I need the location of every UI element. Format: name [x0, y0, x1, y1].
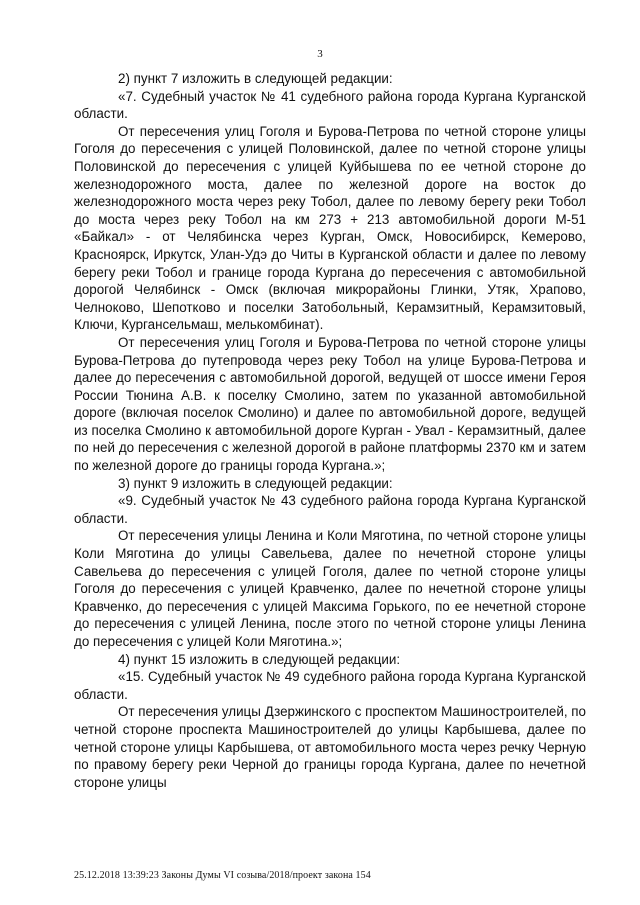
paragraph-court-section-41-boundary-2: От пересечения улиц Гоголя и Бурова-Петрова по четной стороне улицы Бурова-Петрова до путепровода через реку Тобол на улице Бурова-Петрова и далее до пересечения с автомобильной дорогой, ведущей от шоссе имени Героя России Тюнина А.В. к поселку Смолино, затем по указанной автомобильной дороге (включая поселок Смолино) и далее по автомобильной дороге, ведущей из поселка Смолино к автомобильной дороге Курган - Увал - Керамзитный, далее по ней до пересечения с железной дорогой в районе платформы 2370 км и затем по железной дороге до границы города Кургана.»; [74, 334, 586, 474]
document-body [74, 70, 586, 791]
footer-meta: 25.12.2018 13:39:23 Законы Думы VI созыва/2018/проект закона 154 [74, 870, 371, 881]
paragraph-court-section-41-boundary-1: От пересечения улиц Гоголя и Бурова-Петрова по четной стороне улицы Гоголя до пересечения с улицей Половинской, далее по четной стороне улицы Половинской до пересечения с улицей Куйбышева по ее четной стороне до железнодорожного моста, далее по железной дороге на восток до железнодорожного моста через реку Тобол, далее по левому берегу реки Тобол до моста через реку Тобол на км 273 + 213 автомобильной дороги М-51 «Байкал» - от Челябинска через Курган, Омск, Новосибирск, Кемерово, Красноярск, Иркутск, Улан-Удэ до Читы в Курганской области и далее по левому берегу реки Тобол и границе города Кургана до пересечения с автомобильной дорогой Челябинск - Омск (включая микрорайоны Глинки, Утяк, Храпово, Челноково, Шепотково и поселки Затобольный, Керамзитный, Керамзитовый, Ключи, Кургансельмаш, мелькомбинат). [74, 123, 586, 333]
paragraph-court-section-49-boundary: От пересечения улицы Дзержинского с проспектом Машиностроителей, по четной стороне проспекта Машиностроителей до улицы Карбышева, далее по четной стороне улицы Карбышева, от автомобильного моста через речку Черную по правому берегу реки Черной до границы города Кургана, далее по нечетной стороне улицы [74, 704, 586, 790]
page-number: 3 [317, 48, 323, 60]
paragraph-item-3-heading: 3) пункт 9 изложить в следующей редакции: [118, 475, 393, 491]
paragraph-court-section-43-title: «9. Судебный участок № 43 судебного района города Кургана Курганской области. [74, 493, 586, 526]
paragraph-court-section-41-title: «7. Судебный участок № 41 судебного района города Кургана Курганской области. [74, 88, 586, 122]
paragraph-court-section-43-boundary: От пересечения улицы Ленина и Коли Мяготина, по четной стороне улицы Коли Мяготина до улицы Савельева, далее по нечетной стороне улицы Савельева до пересечения с улицей Гоголя, далее по четной стороне улицы Гоголя до пересечения с улицей Кравченко, далее по нечетной стороне улицы Кравченко, до пересечения с улицей Максима Горького, по ее нечетной стороне до пересечения с улицей Ленина, после этого по четной стороне улицы Ленина до пересечения с улицей Коли Мяготина.»; [74, 528, 586, 649]
paragraph-item-2-heading: 2) пункт 7 изложить в следующей редакции: [118, 71, 393, 86]
paragraph-court-section-49-title: «15. Судебный участок № 49 судебного района города Кургана Курганской области. [74, 669, 586, 702]
paragraph-item-4-heading: 4) пункт 15 изложить в следующей редакции: [118, 651, 401, 667]
